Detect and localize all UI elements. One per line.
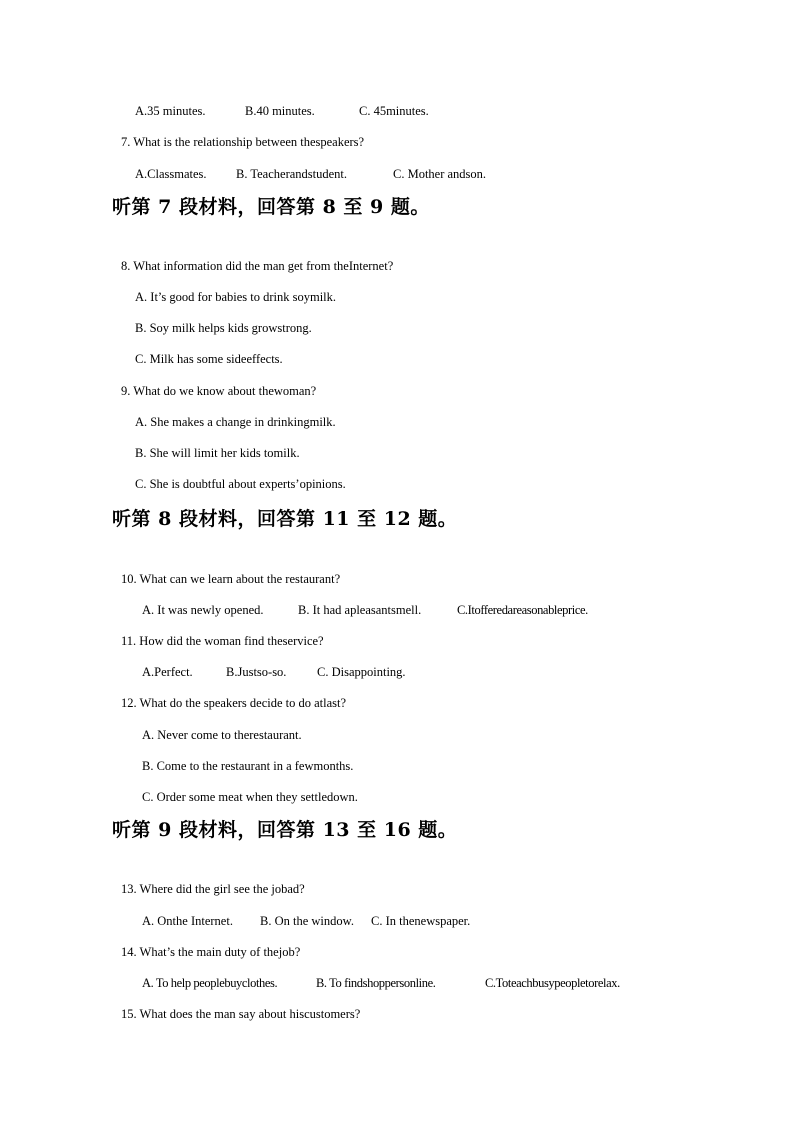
q10-option-c: C.Itofferedareasonableprice. <box>457 603 588 617</box>
q10-option-a: A. It was newly opened. <box>142 603 264 617</box>
q14-question: 14. What’s the main duty of thejob? <box>121 945 301 959</box>
section-9-heading: 听第 9 段材料，回答第 13 至 16 题。 <box>112 819 458 841</box>
q9-option-c: C. She is doubtful about experts’opinions. <box>135 477 346 491</box>
q14-option-a: A. To help peoplebuyclothes. <box>142 976 278 990</box>
q12-option-b: B. Come to the restaurant in a fewmonths. <box>142 759 354 773</box>
q10-question: 10. What can we learn about the restaurant? <box>121 572 341 586</box>
section-7-heading: 听第 7 段材料，回答第 8 至 9 题。 <box>112 196 430 218</box>
q14-option-c: C.Toteachbusypeopletorelax. <box>485 976 620 990</box>
q11-option-b: B.Justso-so. <box>226 665 287 679</box>
q8-option-c: C. Milk has some sideeffects. <box>135 352 283 366</box>
q12-question: 12. What do the speakers decide to do atlast? <box>121 696 347 710</box>
q8-option-a: A. It’s good for babies to drink soymilk. <box>135 290 337 304</box>
q6-option-b: B.40 minutes. <box>245 104 315 118</box>
q13-question: 13. Where did the girl see the jobad? <box>121 882 305 896</box>
q7-option-c: C. Mother andson. <box>393 167 487 181</box>
q9-option-a: A. She makes a change in drinkingmilk. <box>135 415 336 429</box>
q11-option-c: C. Disappointing. <box>317 665 406 679</box>
q13-option-a: A. Onthe Internet. <box>142 914 233 928</box>
q7-option-b: B. Teacherandstudent. <box>236 167 348 181</box>
q9-option-b: B. She will limit her kids tomilk. <box>135 446 300 460</box>
q8-question: 8. What information did the man get from theInternet? <box>121 259 394 273</box>
q9-question: 9. What do we know about thewoman? <box>121 384 317 398</box>
q8-option-b: B. Soy milk helps kids growstrong. <box>135 321 312 335</box>
q13-option-c: C. In thenewspaper. <box>371 914 471 928</box>
q6-option-c: C. 45minutes. <box>359 104 429 118</box>
section-8-heading: 听第 8 段材料，回答第 11 至 12 题。 <box>112 508 458 530</box>
q10-option-b: B. It had apleasantsmell. <box>298 603 422 617</box>
q7-option-a: A.Classmates. <box>135 167 207 181</box>
q15-question: 15. What does the man say about hiscustomers? <box>121 1007 361 1021</box>
q12-option-a: A. Never come to therestaurant. <box>142 728 302 742</box>
q14-option-b: B. To findshoppersonline. <box>316 976 436 990</box>
q6-option-a: A.35 minutes. <box>135 104 206 118</box>
q11-option-a: A.Perfect. <box>142 665 193 679</box>
q12-option-c: C. Order some meat when they settledown. <box>142 790 358 804</box>
q11-question: 11. How did the woman find theservice? <box>121 634 324 648</box>
q13-option-b: B. On the window. <box>260 914 354 928</box>
q7-question: 7. What is the relationship between thespeakers? <box>121 135 365 149</box>
